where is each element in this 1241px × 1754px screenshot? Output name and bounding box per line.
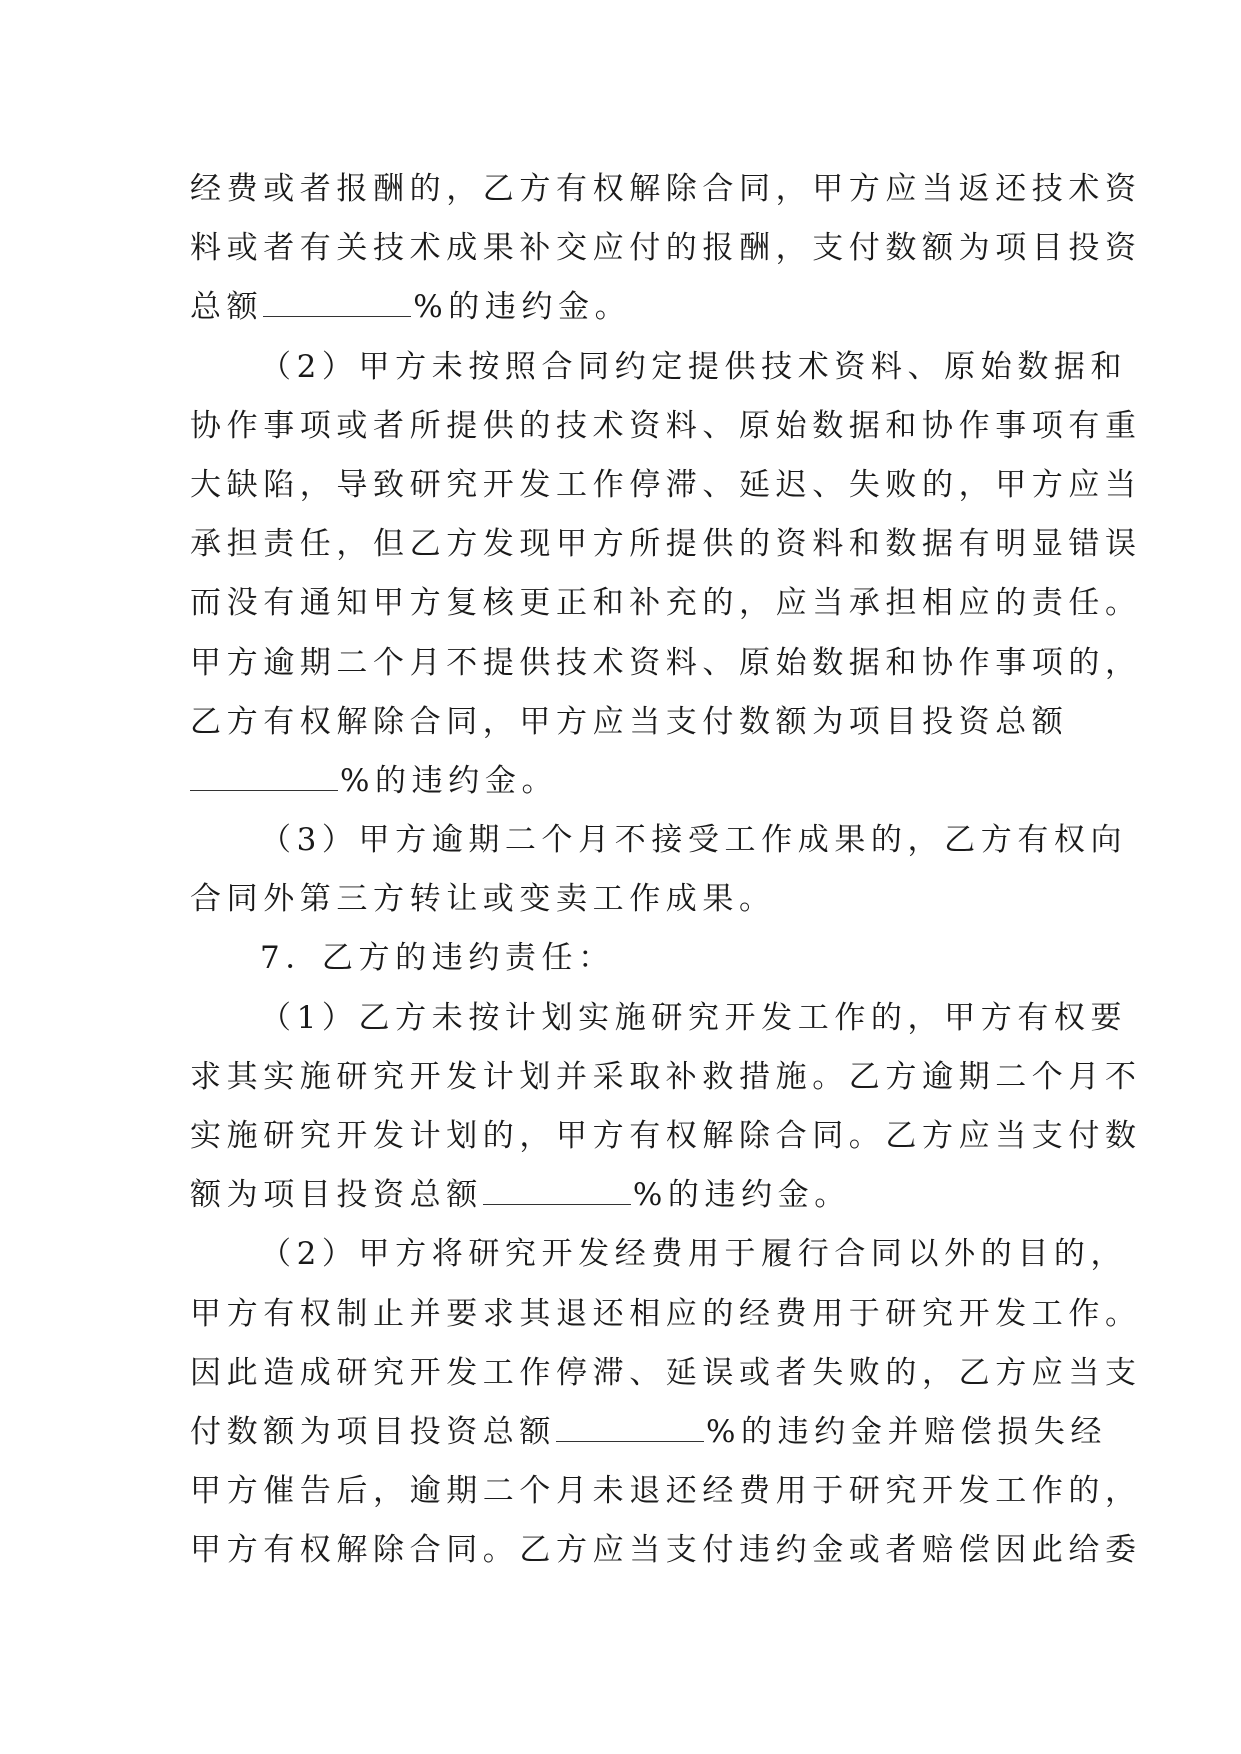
- fill-in-blank[interactable]: [263, 315, 411, 317]
- text-fragment: 因此造成研究开发工作停滞、延误或者失败的，乙方应当支: [190, 1354, 1142, 1391]
- text-line: [190, 1521, 1142, 1580]
- text-line: [190, 929, 1070, 988]
- text-line: [190, 1166, 1070, 1225]
- text-line: [190, 811, 1128, 870]
- text-fragment: 总额: [190, 289, 264, 326]
- text-fragment: 甲方催告后，逾期二个月未退还经费用于研究开发工作的，: [190, 1473, 1142, 1510]
- text-fragment: 乙方有权解除合同，甲方应当支付数额为项目投资总额: [190, 703, 1069, 740]
- text-line: [190, 1225, 1128, 1284]
- text-fragment: 料或者有关技术成果补交应付的报酬，支付数额为项目投资: [190, 230, 1142, 267]
- text-line: [190, 1344, 1142, 1403]
- text-fragment: 甲方有权解除合同。乙方应当支付违约金或者赔偿因此给委: [190, 1532, 1142, 1569]
- text-line: [190, 338, 1128, 397]
- text-line: [190, 397, 1142, 456]
- text-fragment: （2）甲方未按照合同约定提供技术资料、原始数据和: [260, 348, 1128, 385]
- text-fragment: 经费或者报酬的，乙方有权解除合同，甲方应当返还技术资: [190, 171, 1142, 207]
- text-fragment: %的违约金。: [632, 1177, 851, 1214]
- text-line: [190, 989, 1128, 1048]
- text-line: [190, 1403, 1108, 1462]
- text-line: [190, 1285, 1142, 1344]
- text-fragment: %的违约金。: [413, 289, 632, 326]
- text-line: [190, 515, 1142, 574]
- text-fragment: 合同外第三方转让或变卖工作成果。: [190, 881, 776, 918]
- text-fragment: 而没有通知甲方复核更正和补充的，应当承担相应的责任。: [190, 585, 1142, 622]
- text-fragment: 甲方逾期二个月不提供技术资料、原始数据和协作事项的，: [190, 644, 1142, 681]
- text-fragment: 额为项目投资总额: [190, 1177, 483, 1214]
- text-line: [190, 634, 1142, 693]
- text-fragment: 实施研究开发计划的，甲方有权解除合同。乙方应当支付数: [190, 1118, 1142, 1154]
- document-body: [190, 160, 1142, 1581]
- text-fragment: 大缺陷，导致研究开发工作停滞、延迟、失败的，甲方应当: [190, 466, 1142, 503]
- text-fragment: （1）乙方未按计划实施研究开发工作的，甲方有权要: [260, 999, 1128, 1036]
- text-fragment: %的违约金并赔偿损失经: [706, 1413, 1108, 1450]
- text-line: [190, 219, 1142, 278]
- text-fragment: 付数额为项目投资总额: [190, 1413, 556, 1450]
- text-line: [190, 693, 1070, 752]
- fill-in-blank[interactable]: [190, 789, 338, 791]
- text-line: [190, 1107, 1142, 1166]
- text-fragment: 7．乙方的违约责任：: [260, 940, 615, 977]
- text-line: [190, 456, 1142, 515]
- text-fragment: （2）甲方将研究开发经费用于履行合同以外的目的，: [260, 1236, 1128, 1273]
- text-line: [190, 160, 1142, 219]
- text-fragment: （3）甲方逾期二个月不接受工作成果的，乙方有权向: [260, 822, 1128, 859]
- text-fragment: %的违约金。: [340, 762, 559, 799]
- text-line: [190, 574, 1142, 633]
- text-line: [190, 752, 1070, 811]
- text-fragment: 承担责任，但乙方发现甲方所提供的资料和数据有明显错误: [190, 526, 1142, 563]
- text-line: [190, 278, 1070, 337]
- text-line: [190, 1462, 1142, 1521]
- text-line: [190, 870, 1070, 929]
- text-fragment: 求其实施研究开发计划并采取补救措施。乙方逾期二个月不: [190, 1058, 1142, 1095]
- text-fragment: 协作事项或者所提供的技术资料、原始数据和协作事项有重: [190, 407, 1142, 444]
- text-fragment: 甲方有权制止并要求其退还相应的经费用于研究开发工作。: [190, 1295, 1142, 1332]
- fill-in-blank[interactable]: [556, 1440, 704, 1442]
- fill-in-blank[interactable]: [483, 1203, 631, 1205]
- text-line: [190, 1048, 1142, 1107]
